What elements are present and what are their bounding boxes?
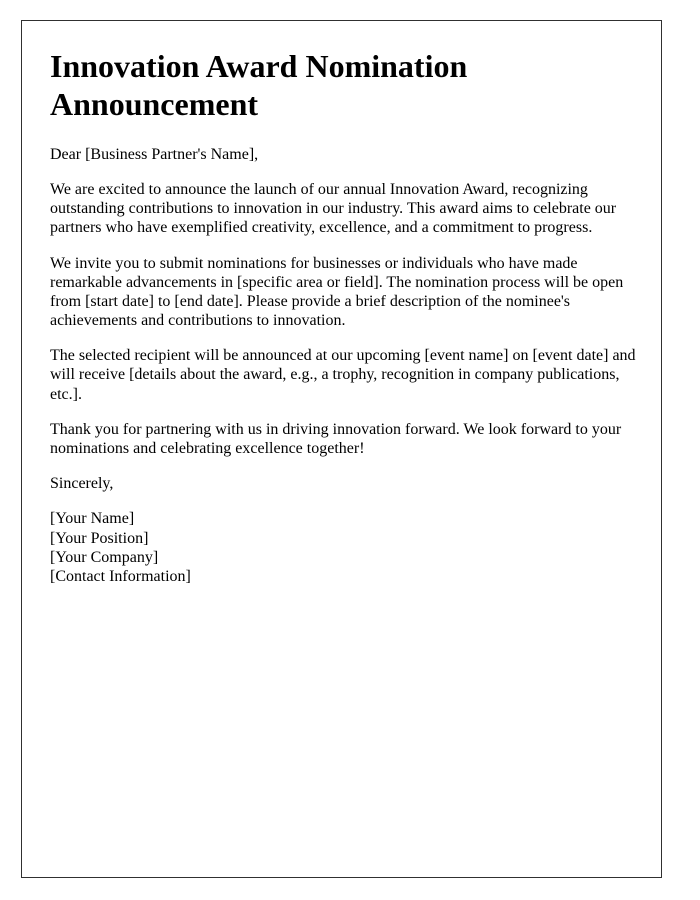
signature-block xyxy=(50,509,637,586)
paragraph-thank-you: Thank you for partnering with us in driving innovation forward. We look forward to your nominations and celebrating excellence together! xyxy=(50,420,622,458)
paragraph-nomination-invitation: We invite you to submit nominations for businesses or individuals who have made remarkable advancements in [specific area or field]. The nomination process will be open from [start date] to [end date]. Please provide a brief description of the nominee's achievements and contributions to innovation. xyxy=(50,254,624,330)
signature-position: [Your Position] xyxy=(50,529,149,547)
closing: Sincerely, xyxy=(50,475,114,493)
paragraph-award-announcement: We are excited to announce the launch of our annual Innovation Award, recognizing outstanding contributions to innovation in our industry. This award aims to celebrate our partners who have exemplified creativity, excellence, and a commitment to progress. xyxy=(50,180,617,237)
salutation: Dear [Business Partner's Name], xyxy=(50,145,259,163)
signature-name: [Your Name] xyxy=(50,510,135,528)
signature-company: [Your Company] xyxy=(50,548,159,566)
letter-page xyxy=(21,20,662,878)
letter-title: Innovation Award Nomination Announcement xyxy=(50,48,468,123)
signature-contact: [Contact Information] xyxy=(50,567,191,585)
paragraph-recipient-details: The selected recipient will be announced at our upcoming [event name] on [event date] and will receive [details about the award, e.g., a trophy, recognition in company publications, etc.]. xyxy=(50,347,636,403)
